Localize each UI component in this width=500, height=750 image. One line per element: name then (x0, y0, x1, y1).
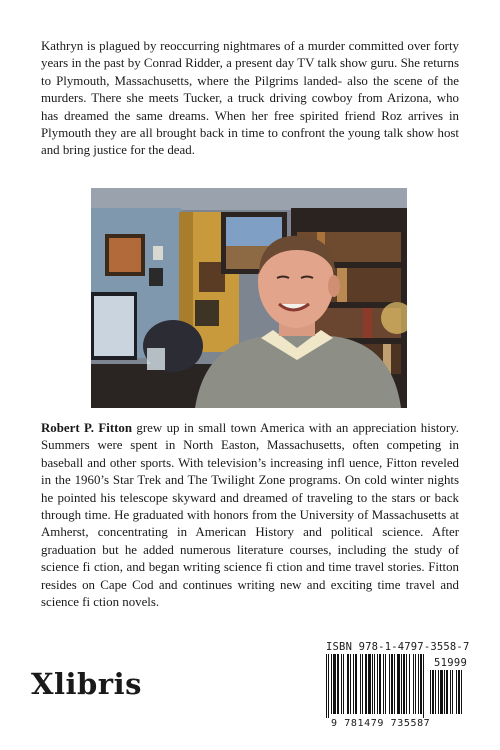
barcode-stripe (365, 654, 367, 714)
barcode-stripe (347, 654, 349, 714)
barcode-stripe (379, 654, 381, 714)
barcode-stripe (383, 654, 384, 714)
barcode-stripe (423, 654, 424, 718)
barcode-stripe (353, 654, 354, 714)
author-name: Robert P. Fitton (41, 421, 133, 435)
barcode-stripe (360, 654, 361, 714)
barcode-stripe (374, 654, 375, 714)
barcode-stripe (430, 670, 431, 714)
isbn-label: ISBN 978-1-4797-3558-7 (326, 641, 470, 653)
barcode-stripe (394, 654, 395, 714)
barcode-stripe (418, 654, 419, 714)
barcode-stripe (444, 670, 445, 714)
ean-barcode-bars (326, 654, 426, 718)
barcode-stripe (368, 654, 371, 714)
barcode-stripe (389, 654, 390, 714)
barcode-stripe (413, 654, 414, 714)
barcode-stripe (355, 654, 357, 714)
barcode-stripe (341, 654, 342, 714)
back-cover-blurb: Kathryn is plagued by reoccurring nightmares of a murder committed over forty years in the past by Conrad Ridder, a present day TV talk show guru. She returns to Plymouth, Massachusetts, where the Pilgrims landed- also the scene of the murders. There she meets Tucker, a truck driving cowboy from Arizona, who has dreamed the same dreams. When her free spirited friend Roz arrives in Plymouth they are all brought back in time to confront the young talk show host and bring justice for the dead. (41, 39, 459, 158)
barcode-stripe (438, 670, 439, 714)
publisher-logo: Xlibris (31, 667, 142, 701)
barcode-stripe (377, 654, 378, 714)
barcode-stripe (432, 670, 434, 714)
barcode-stripe (461, 670, 462, 714)
barcode-stripe (331, 654, 332, 714)
barcode-stripe (446, 670, 448, 714)
author-bio-text: grew up in small town America with an appreciation history. Summers were spent in North Easton, Massachusetts, often competing in baseball and other sports. With television’s increasing infl uence, Fitton reveled in the 1960’s Star Trek and The Twilight Zone programs. On cold winter nights he pointed his telescope skyward and dreamed of traveling to the stars or back through time. He graduated with honors from the University of Massachusetts at Amherst, concentrating in American History and political science. After graduation but he added numerous literature courses, including the study of science fi ction, and began writing science fi ction and time travel stories. Fitton resides on Cape Cod and continues writing new and exciting time travel and science fi ction novels. (41, 421, 459, 610)
barcode-stripe (456, 670, 457, 714)
barcode-stripe (415, 654, 416, 714)
barcode-stripe (328, 654, 329, 718)
barcode-stripe (435, 670, 436, 714)
barcode-stripe (337, 654, 339, 714)
barcode-stripe (343, 654, 344, 714)
barcode-stripe (406, 654, 407, 714)
barcode-stripe (409, 654, 410, 714)
barcode-stripe (458, 670, 460, 714)
barcode-stripe (401, 654, 402, 714)
barcode-stripe (362, 654, 363, 714)
barcode-stripe (385, 654, 386, 714)
addon-barcode-bars (430, 670, 468, 716)
barcode-stripe (397, 654, 400, 714)
barcode-stripe (440, 670, 443, 714)
barcode-stripe (403, 654, 405, 714)
barcode-stripe (420, 654, 422, 714)
author-photo (91, 188, 407, 408)
barcode-stripe (326, 654, 327, 718)
ean-digits: 9 781479 735587 (331, 718, 431, 729)
barcode-stripe (452, 670, 453, 714)
price-code: 51999 (434, 657, 468, 669)
barcode-stripe (350, 654, 351, 714)
author-bio (41, 420, 459, 611)
barcode-stripe (450, 670, 451, 714)
barcode-stripe (391, 654, 393, 714)
isbn-barcode (320, 640, 472, 732)
barcode-stripe (333, 654, 336, 714)
barcode-stripe (372, 654, 373, 714)
